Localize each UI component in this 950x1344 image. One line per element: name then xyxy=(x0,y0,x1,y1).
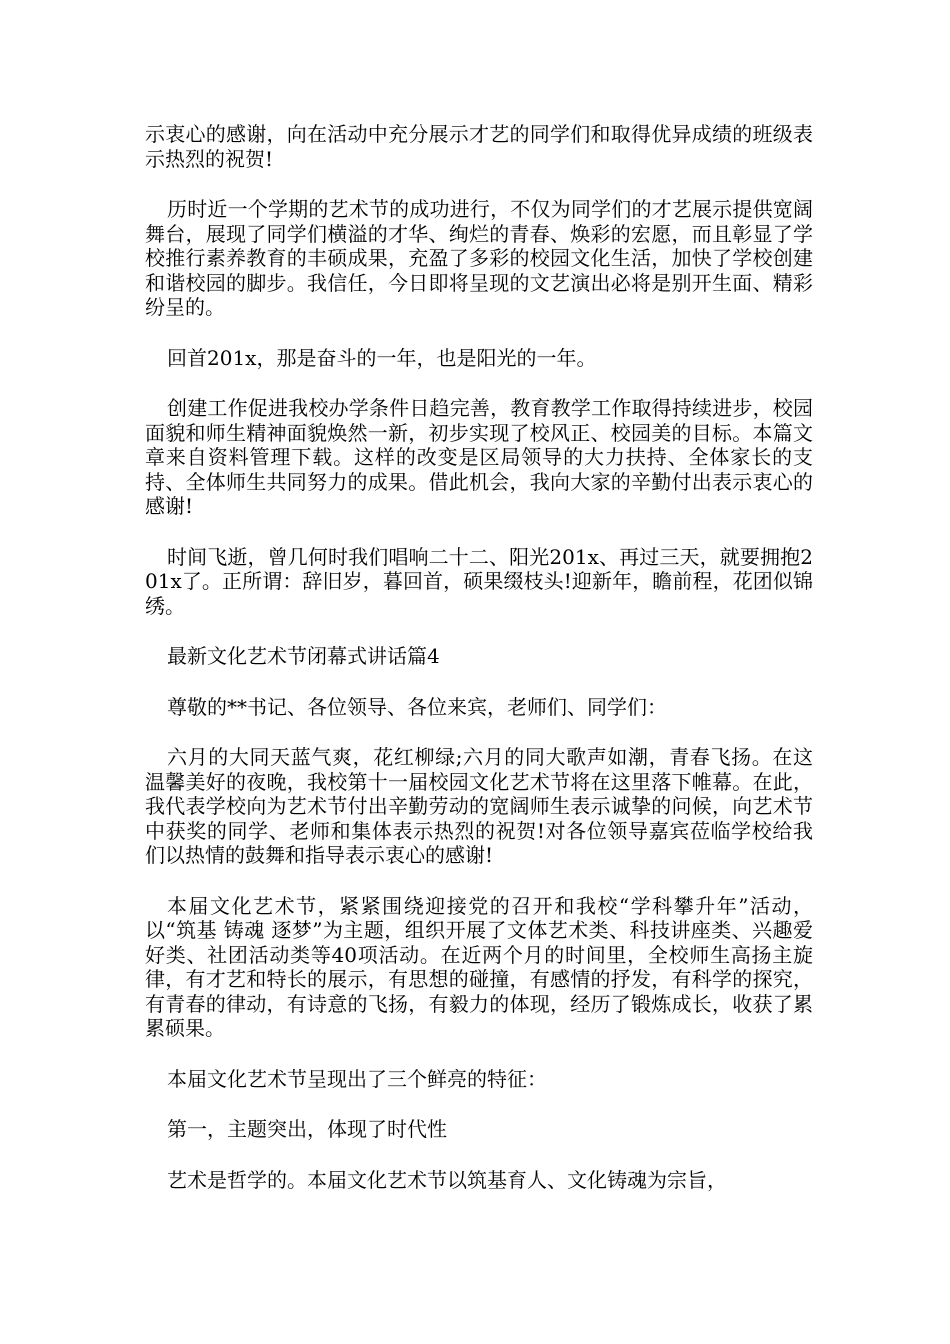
paragraph-1: 示衷心的感谢，向在活动中充分展示才艺的同学们和取得优异成绩的班级表示热烈的祝贺! xyxy=(145,122,813,171)
salutation: 尊敬的**书记、各位领导、各位来宾，老师们、同学们： xyxy=(167,694,667,719)
paragraph-8: 六月的大同天蓝气爽，花红柳绿;六月的同大歌声如潮，青春飞扬。在这温馨美好的夜晚，我校第十一届校园文化艺术节将在这里落下帷幕。在此，我代表学校向为艺术节付出辛勤劳动的宽阔师生表示诚挚的问候，向艺术节中获奖的同学、老师和集体表示热烈的祝贺!对各位领导嘉宾莅临学校给我们以热情的鼓舞和指导表示衷心的感谢! xyxy=(145,745,813,867)
paragraph-9: 本届文化艺术节，紧紧围绕迎接党的召开和我校“学科攀升年”活动，以“筑基 铸魂 逐梦”为主题，组织开展了文体艺术类、科技讲座类、兴趣爱好类、社团活动类等40项活动。在近两个月的时间里，全校师生高扬主旋律，有才艺和特长的展示，有思想的碰撞，有感情的抒发，有科学的探究，有青春的律动，有诗意的飞扬，有毅力的体现，经历了锻炼成长，收获了累累硕果。 xyxy=(145,893,813,1040)
document-body xyxy=(145,122,813,1218)
paragraph-5: 时间飞逝，曾几何时我们唱响二十二、阳光201x、再过三天，就要拥抱201x了。正所谓：辞旧岁，暮回首，硕果缀枝头!迎新年，瞻前程，花团似锦绣。 xyxy=(145,544,813,618)
paragraph-12: 艺术是哲学的。本届文化艺术节以筑基育人、文化铸魂为宗旨， xyxy=(167,1167,727,1192)
paragraph-2: 历时近一个学期的艺术节的成功进行，不仅为同学们的才艺展示提供宽阔舞台，展现了同学们横溢的才华、绚烂的青春、焕彩的宏愿，而且彰显了学校推行素养教育的丰硕成果，充盈了多彩的校园文化生活，加快了学校创建和谐校园的脚步。我信任，今日即将呈现的文艺演出必将是别开生面、精彩纷呈的。 xyxy=(145,197,813,319)
paragraph-10: 本届文化艺术节呈现出了三个鲜亮的特征： xyxy=(167,1066,547,1091)
paragraph-3: 回首201x，那是奋斗的一年，也是阳光的一年。 xyxy=(167,345,597,370)
paragraph-11: 第一，主题突出，体现了时代性 xyxy=(167,1117,447,1141)
paragraph-4: 创建工作促进我校办学条件日趋完善，教育教学工作取得持续进步，校园面貌和师生精神面貌焕然一新，初步实现了校风正、校园美的目标。本篇文章来自资料管理下载。这样的改变是区局领导的大力扶持、全体家长的支持、全体师生共同努力的成果。借此机会，我向大家的辛勤付出表示衷心的感谢! xyxy=(145,396,813,518)
section-heading: 最新文化艺术节闭幕式讲话篇4 xyxy=(167,644,440,668)
